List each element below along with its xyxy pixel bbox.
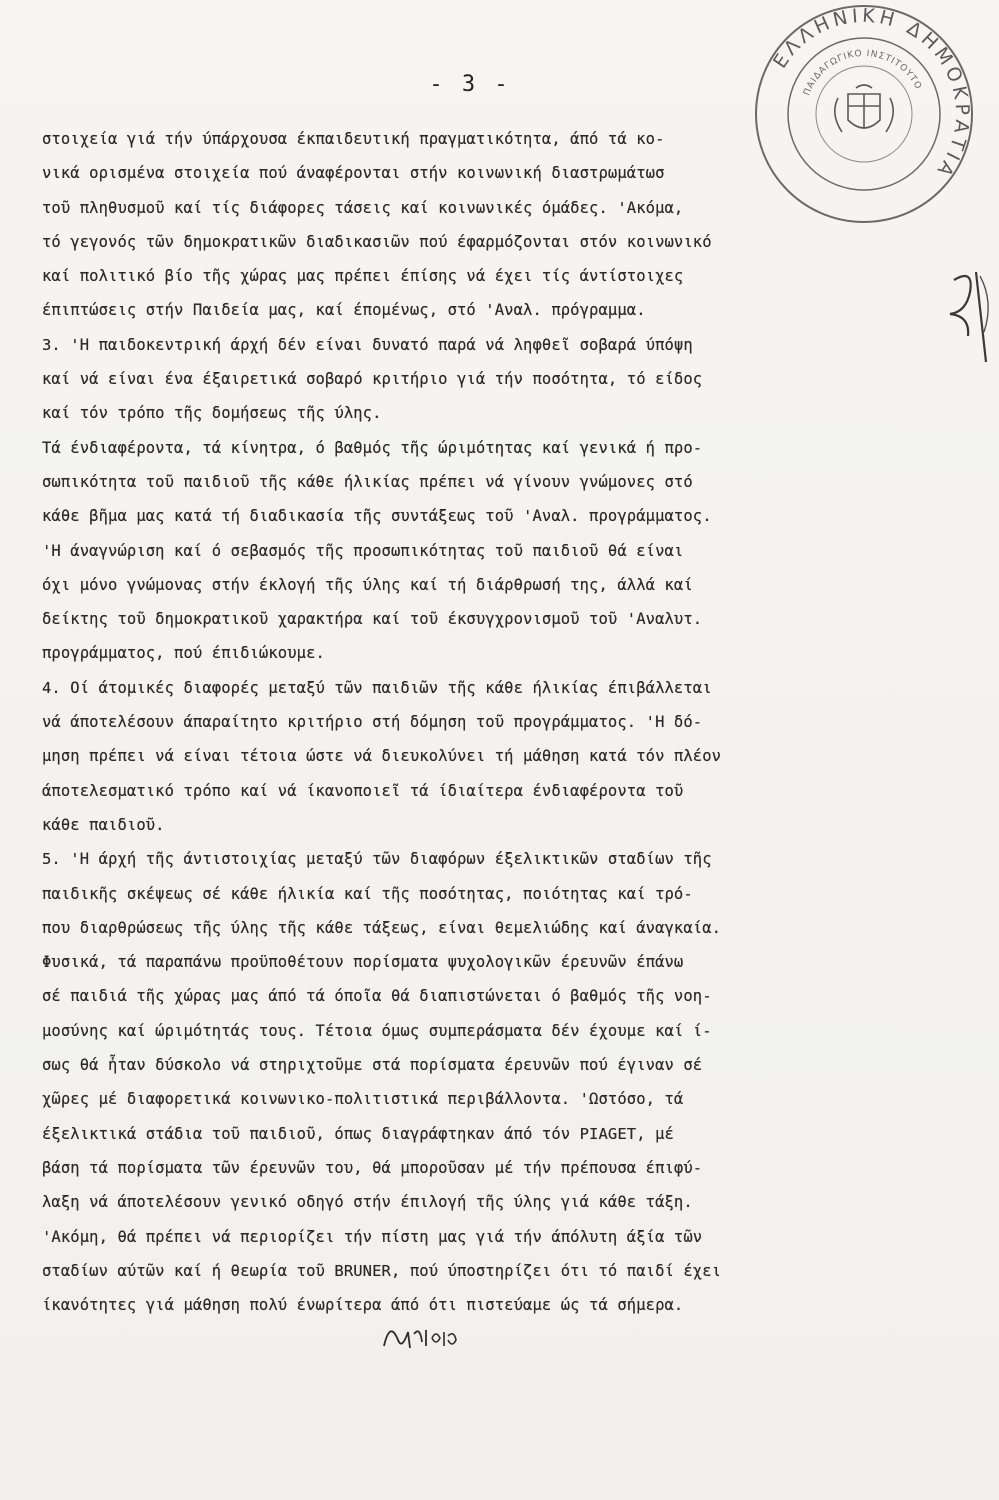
text-line: 4. Οί άτομικές διαφορές μεταξύ τῶν παιδιῶν τῆς κάθε ήλικίας έπιβάλλεται	[42, 678, 712, 697]
body-text	[42, 122, 987, 1322]
text-line: άποτελεσματικό τρόπο καί νά ίκανοποιεῖ τά ίδιαίτερα ένδιαφέροντα τοῦ	[42, 781, 684, 800]
text-line: δείκτης τοῦ δημοκρατικοῦ χαρακτήρα καί τοῦ έκσυγχρονισμοῦ τοῦ 'Αναλυτ.	[42, 610, 703, 629]
official-stamp	[752, 2, 976, 226]
text-line: χῶρες μέ διαφορετικά κοινωνικο-πολιτιστικά περιβάλλοντα. 'Ωστόσο, τά	[42, 1090, 684, 1109]
text-line: λαξη νά άποτελέσουν γενικό οδηγό στήν έπιλογή τῆς ύλης γιά κάθε τάξη.	[42, 1193, 693, 1212]
coat-of-arms-icon	[835, 85, 893, 132]
text-line: Φυσικά, τά παραπάνω προϋποθέτουν πορίσματα ψυχολογικῶν έρευνῶν έπάνω	[42, 953, 684, 972]
text-line: σωπικότητα τοῦ παιδιοῦ τῆς κάθε ήλικίας πρέπει νά γίνουν γνώμονες στό	[42, 472, 693, 491]
text-line: τό γεγονός τῶν δημοκρατικῶν διαδικασιῶν πού έφαρμόζονται στόν κοινωνικό	[42, 232, 712, 251]
text-line: 'Η άναγνώριση καί ό σεβασμός τῆς προσωπικότητας τοῦ παιδιοῦ θά είναι	[42, 541, 684, 560]
text-line: μηση πρέπει νά είναι τέτοια ώστε νά διευκολύνει τή μάθηση κατά τόν πλέον	[42, 747, 722, 766]
text-line: βάση τά πορίσματα τῶν έρευνῶν του, θά μποροῦσαν μέ τήν πρέπουσα έπιφύ-	[42, 1158, 703, 1177]
text-line: σως θά ἦταν δύσκολο νά στηριχτοῦμε στά πορίσματα έρευνῶν πού έγιναν σέ	[42, 1056, 703, 1075]
text-line: μοσύνης καί ώριμότητάς τους. Τέτοια όμως συμπεράσματα δέν έχουμε καί ί-	[42, 1021, 712, 1040]
text-line: προγράμματος, πού έπιδιώκουμε.	[42, 644, 325, 663]
text-line: νά άποτελέσουν άπαραίτητο κριτήριο στή δόμηση τοῦ προγράμματος. 'Η δό-	[42, 713, 703, 732]
text-line: κάθε βῆμα μας κατά τή διαδικασία τῆς συντάξεως τοῦ 'Αναλ. προγράμματος.	[42, 507, 712, 526]
text-line: στοιχεία γιά τήν ύπάρχουσα έκπαιδευτική πραγματικότητα, άπό τά κο-	[42, 130, 665, 148]
text-line: σταδίων αύτῶν καί ή θεωρία τοῦ BRUNER, πού ύποστηρίζει ότι τό παιδί έχει	[42, 1261, 722, 1280]
text-line: έπιπτώσεις στήν Παιδεία μας, καί έπομένως, στό 'Αναλ. πρόγραμμα.	[42, 301, 646, 320]
text-line: 5. 'Η άρχή τῆς άντιστοιχίας μεταξύ τῶν διαφόρων έξελικτικῶν σταδίων τῆς	[42, 850, 712, 869]
text-line: νικά ορισμένα στοιχεία πού άναφέρονται στήν κοινωνική διαστρωμάτωσ	[42, 164, 665, 183]
margin-handwritten-mark	[940, 262, 999, 382]
text-line: τοῦ πληθυσμοῦ καί τίς διάφορες τάσεις καί κοινωνικές όμάδες. 'Ακόμα,	[42, 198, 684, 217]
stamp-inner-text: ΠΑΙΔΑΓΩΓΙΚΟ ΙΝΣΤΙΤΟΥΤΟ	[802, 48, 924, 98]
text-line: 'Ακόμη, θά πρέπει νά περιορίζει τήν πίστη μας γιά τήν άπόλυτη άξία τῶν	[42, 1227, 703, 1246]
text-line: καί πολιτικό βίο τῆς χώρας μας πρέπει έπίσης νά έχει τίς άντίστοιχες	[42, 267, 684, 286]
text-line: που διαρθρώσεως τῆς ύλης τῆς κάθε τάξεως, είναι θεμελιώδης καί άναγκαία.	[42, 918, 722, 937]
page-number: - 3 -	[429, 72, 511, 97]
text-line: 3. 'Η παιδοκεντρική άρχή δέν είναι δυνατό παρά νά ληφθεῖ σοβαρά ύπόψη	[42, 335, 693, 354]
text-line: σέ παιδιά τῆς χώρας μας άπό τά όποῖα θά διαπιστώνεται ό βαθμός τῆς νοη-	[42, 987, 712, 1006]
text-line: Τά ένδιαφέροντα, τά κίνητρα, ό βαθμός τῆς ώριμότητας καί γενικά ή προ-	[42, 438, 703, 457]
stamp-outer-text: ΕΛΛΗΝΙΚΗ ΔΗΜΟΚΡΑΤΙΑ	[768, 4, 974, 184]
text-line: κάθε παιδιοῦ.	[42, 815, 165, 834]
text-line: ίκανότητες γιά μάθηση πολύ ένωρίτερα άπό ότι πιστεύαμε ώς τά σήμερα.	[42, 1296, 684, 1315]
text-line: καί τόν τρόπο τῆς δομήσεως τῆς ύλης.	[42, 404, 382, 423]
text-line: παιδικῆς σκέψεως σέ κάθε ήλικία καί τῆς ποσότητας, ποιότητας καί τρό-	[42, 884, 693, 903]
text-line: όχι μόνο γνώμονας στήν έκλογή τῆς ύλης καί τή διάρθρωσή της, άλλά καί	[42, 575, 693, 594]
handwritten-signature	[380, 1312, 460, 1356]
text-line: καί νά είναι ένα έξαιρετικά σοβαρό κριτήριο γιά τήν ποσότητα, τό είδος	[42, 370, 703, 389]
text-line: έξελικτικά στάδια τοῦ παιδιοῦ, όπως διαγράφτηκαν άπό τόν PIAGET, μέ	[42, 1124, 674, 1143]
